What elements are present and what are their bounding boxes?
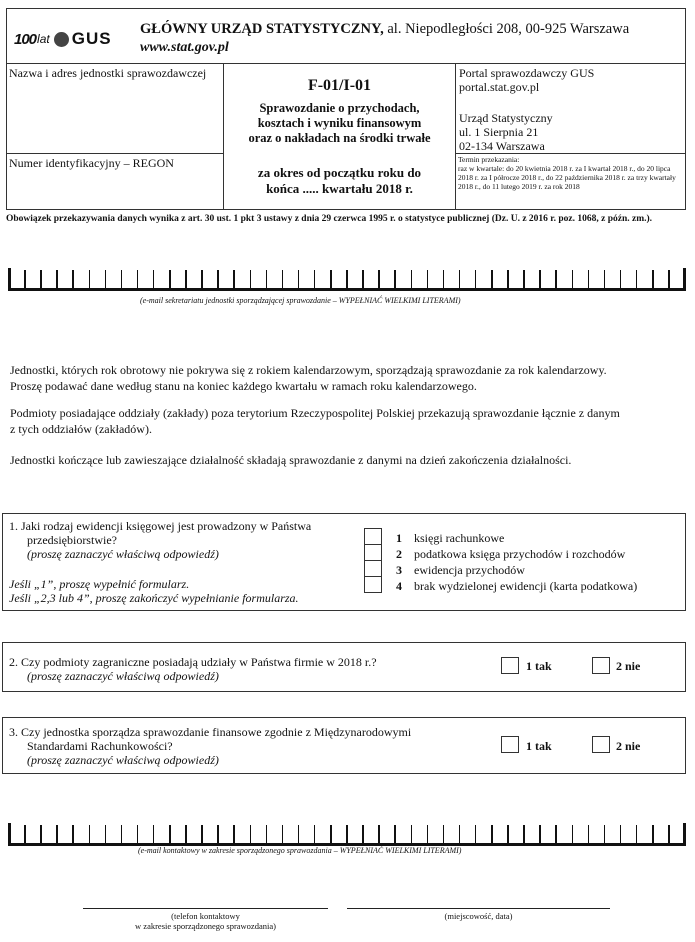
deadline-title: Termin przekazania: — [458, 155, 520, 164]
q1-option-2-checkbox[interactable] — [364, 544, 382, 561]
ruler-tick — [330, 270, 332, 290]
ruler-tick — [121, 825, 123, 845]
ruler-tick — [475, 270, 477, 290]
form-description-line: kosztach i wyniku finansowym — [257, 116, 422, 130]
office-title-bold: GŁÓWNY URZĄD STATYSTYCZNY, — [140, 21, 384, 37]
q2-no-checkbox[interactable] — [592, 657, 610, 674]
option-number: 4 — [396, 579, 402, 593]
phone-caption-line: w zakresie sporządzonego sprawozdania) — [135, 921, 276, 931]
logo-text: GUS — [71, 29, 112, 48]
ruler-tick — [137, 270, 139, 290]
ruler-tick — [427, 270, 429, 290]
ruler-tick — [362, 825, 364, 845]
ruler-tick — [233, 825, 235, 845]
ruler-tick — [346, 825, 348, 845]
question-3-line: 3. Czy jednostka sporządza sprawozdanie finansowe zgodnie z Międzynarodowymi — [9, 725, 412, 739]
ruler-tick — [105, 825, 107, 845]
form-period-line[interactable]: końca ..... kwartału 2018 r. — [266, 181, 413, 196]
ruler-tick — [588, 270, 590, 290]
portal-info — [459, 66, 594, 94]
ruler-tick — [378, 270, 380, 290]
ruler-tick — [507, 825, 509, 845]
ruler-tick — [298, 270, 300, 290]
question-2-text: 2. Czy podmioty zagraniczne posiadają udziały w Państwa firmie w 2018 r.? — [9, 655, 377, 669]
ruler-tick — [523, 825, 525, 845]
question-1-line: 1. Jaki rodzaj ewidencji księgowej jest prowadzony w Państwa — [9, 519, 312, 533]
ruler-tick — [378, 825, 380, 845]
website-link[interactable]: www.stat.gov.pl — [140, 40, 229, 55]
question-1-note — [9, 577, 299, 605]
ruler-tick — [491, 270, 493, 290]
option-number: 1 — [396, 531, 402, 545]
instruction-line: Jednostki kończące lub zawieszające działalność składają sprawozdanie z danymi na dzień zakończenia działalności. — [10, 453, 572, 467]
ruler-tick — [56, 270, 58, 290]
ruler-tick — [137, 825, 139, 845]
ruler-tick — [411, 825, 413, 845]
phone-caption — [83, 911, 328, 931]
ruler-tick — [201, 825, 203, 845]
ruler-tick — [153, 270, 155, 290]
office-line: Urząd Statystyczny — [459, 111, 553, 125]
ruler-tick — [250, 825, 252, 845]
ruler-tick — [89, 270, 91, 290]
ruler-tick — [185, 825, 187, 845]
ruler-tick — [330, 825, 332, 845]
form-period — [224, 165, 455, 197]
form-code: F-01/I-01 — [307, 77, 372, 94]
instruction-paragraph — [10, 362, 690, 394]
table-divider — [455, 153, 686, 154]
q3-no-checkbox[interactable] — [592, 736, 610, 753]
question-2-hint: (proszę zaznaczyć właściwą odpowiedź) — [27, 669, 219, 683]
email-contact-caption: (e-mail kontaktowy w zakresie sporządzonego sprawozdania – WYPEŁNIAĆ WIELKIMI LITERAMI) — [138, 846, 462, 855]
ruler-tick — [652, 270, 654, 290]
office-line: ul. 1 Sierpnia 21 — [459, 125, 539, 139]
q1-option-1 — [396, 530, 637, 546]
logo-number: 100 — [14, 30, 37, 48]
ruler-tick — [652, 825, 654, 845]
office-address: al. Niepodległości 208, 00-925 Warszawa — [383, 21, 630, 37]
ruler-tick — [298, 825, 300, 845]
ruler-tick — [24, 270, 26, 290]
ruler-tick — [683, 268, 686, 290]
office-title — [140, 21, 629, 38]
ruler-tick — [40, 825, 42, 845]
name-address-field[interactable]: Nazwa i adres jednostki sprawozdawczej — [9, 66, 207, 80]
ruler-tick — [411, 270, 413, 290]
table-divider — [455, 63, 456, 210]
ruler-tick — [588, 825, 590, 845]
office-address-block — [459, 111, 553, 153]
ruler-tick — [459, 825, 461, 845]
ruler-tick — [266, 270, 268, 290]
gus-logo — [14, 28, 112, 50]
ruler-tick — [443, 825, 445, 845]
ruler-tick — [604, 270, 606, 290]
email-secretariat-input[interactable] — [0, 268, 695, 292]
ruler-tick — [40, 270, 42, 290]
question-1-line: przedsiębiorstwie? — [27, 533, 117, 547]
q2-yes-checkbox[interactable] — [501, 657, 519, 674]
deadline-text: raz w kwartale: do 20 kwietnia 2018 r. za I kwartał 2018 r., do 20 lipca 2018 r. za I półrocze 2018 r., do 22 października 2018 r. za trzy kwartały 2018 r., do 11 lutego 2019 r. za rok 2018 — [458, 164, 676, 191]
ruler-tick — [683, 823, 686, 845]
phone-input-line[interactable] — [83, 908, 328, 909]
instruction-line: Proszę podawać dane według stanu na koniec każdego kwartału w ramach roku kalendarzowego. — [10, 379, 477, 393]
option-label: brak wydzielonej ewidencji (karta podatkowa) — [414, 579, 638, 593]
option-number: 3 — [396, 563, 402, 577]
form-description — [224, 101, 455, 146]
ruler-tick — [604, 825, 606, 845]
q3-yes-label: 1 tak — [526, 739, 552, 753]
ruler-tick — [555, 825, 557, 845]
ruler-tick — [572, 270, 574, 290]
q1-option-3 — [396, 562, 637, 578]
q2-no-label: 2 nie — [616, 659, 641, 673]
ruler-tick — [282, 825, 284, 845]
email-secretariat-caption: (e-mail sekretariatu jednostki sporządzającej sprawozdanie – WYPEŁNIAĆ WIELKIMI LITERAMI) — [140, 296, 461, 305]
logo-suffix: lat — [37, 32, 50, 46]
ruler-tick — [346, 270, 348, 290]
ruler-tick — [491, 825, 493, 845]
instruction-paragraph — [10, 452, 690, 468]
question-1-note-line: Jeśli „2,3 lub 4”, proszę zakończyć wypełnianie formularza. — [9, 591, 299, 605]
option-number: 2 — [396, 547, 402, 561]
question-1-options — [364, 528, 382, 593]
ruler-tick — [105, 270, 107, 290]
ruler-tick — [394, 825, 396, 845]
ruler-tick — [121, 270, 123, 290]
email-contact-input[interactable] — [0, 823, 695, 847]
instruction-line: Jednostki, których rok obrotowy nie pokrywa się z rokiem kalendarzowym, sporządzają sprawozdanie za rok kalendarzowy. — [10, 363, 607, 377]
instruction-line: z tych oddziałów (zakładów). — [10, 422, 152, 436]
ruler-tick — [217, 270, 219, 290]
question-1-text — [9, 519, 311, 547]
office-line: 02-134 Warszawa — [459, 139, 545, 153]
ruler-tick — [668, 270, 670, 290]
phone-caption-line: (telefon kontaktowy — [171, 911, 240, 921]
ruler-tick — [56, 825, 58, 845]
ruler-tick — [8, 268, 11, 290]
ruler-tick — [539, 825, 541, 845]
ruler-tick — [555, 270, 557, 290]
q1-option-4-checkbox[interactable] — [364, 576, 382, 593]
ruler-tick — [539, 270, 541, 290]
ruler-tick — [169, 270, 171, 290]
ruler-tick — [394, 270, 396, 290]
ruler-tick — [266, 825, 268, 845]
ruler-tick — [282, 270, 284, 290]
form-description-line: Sprawozdanie o przychodach, — [259, 101, 420, 115]
ruler-tick — [185, 270, 187, 290]
ruler-tick — [507, 270, 509, 290]
ruler-tick — [459, 270, 461, 290]
question-1-note-line: Jeśli „1”, proszę wypełnić formularz. — [9, 577, 190, 591]
form-description-line: oraz o nakładach na środki trwałe — [248, 131, 431, 145]
q1-option-2 — [396, 546, 637, 562]
ruler-tick — [72, 270, 74, 290]
option-label: księgi rachunkowe — [414, 531, 505, 545]
ruler-tick — [475, 825, 477, 845]
question-3-text — [9, 725, 411, 753]
option-label: podatkowa księga przychodów i rozchodów — [414, 547, 626, 561]
ruler-tick — [636, 270, 638, 290]
q2-yes-label: 1 tak — [526, 659, 552, 673]
q1-option-4 — [396, 578, 637, 594]
ruler-tick — [427, 825, 429, 845]
q1-option-3-checkbox[interactable] — [364, 560, 382, 577]
ruler-tick — [233, 270, 235, 290]
q3-yes-checkbox[interactable] — [501, 736, 519, 753]
portal-url[interactable]: portal.stat.gov.pl — [459, 80, 540, 94]
place-date-input-line[interactable] — [347, 908, 610, 909]
ruler-tick — [250, 270, 252, 290]
ruler-tick — [24, 825, 26, 845]
regon-field[interactable]: Numer identyfikacyjny – REGON — [9, 156, 174, 170]
ruler-tick — [217, 825, 219, 845]
ruler-tick — [443, 270, 445, 290]
ruler-tick — [314, 825, 316, 845]
ruler-tick — [362, 270, 364, 290]
ruler-tick — [201, 270, 203, 290]
ruler-tick — [668, 825, 670, 845]
portal-name: Portal sprawozdawczy GUS — [459, 66, 595, 80]
ruler-tick — [620, 270, 622, 290]
ruler-tick — [89, 825, 91, 845]
question-3-hint: (proszę zaznaczyć właściwą odpowiedź) — [27, 753, 219, 767]
question-1-option-labels — [396, 530, 637, 594]
option-label: ewidencja przychodów — [414, 563, 525, 577]
place-date-caption: (miejscowość, data) — [444, 911, 513, 921]
instruction-line: Podmioty posiadające oddziały (zakłady) poza terytorium Rzeczypospolitej Polskiej przekazują sprawozdanie łącznie z danym — [10, 406, 620, 420]
form-period-line: za okres od początku roku do — [257, 165, 422, 180]
deadline-info — [458, 155, 684, 191]
ruler-tick — [72, 825, 74, 845]
logo-circle-icon — [54, 32, 69, 47]
ruler-tick — [8, 823, 11, 845]
q3-no-label: 2 nie — [616, 739, 641, 753]
ruler-tick — [523, 270, 525, 290]
ruler-tick — [153, 825, 155, 845]
table-divider — [6, 153, 224, 154]
ruler-tick — [572, 825, 574, 845]
q1-option-1-checkbox[interactable] — [364, 528, 382, 545]
ruler-tick — [620, 825, 622, 845]
question-3-line: Standardami Rachunkowości? — [27, 739, 173, 753]
question-1-hint: (proszę zaznaczyć właściwą odpowiedź) — [27, 547, 219, 561]
ruler-tick — [314, 270, 316, 290]
instruction-paragraph — [10, 405, 690, 437]
ruler-tick — [169, 825, 171, 845]
ruler-tick — [636, 825, 638, 845]
legal-basis: Obowiązek przekazywania danych wynika z art. 30 ust. 1 pkt 3 ustawy z dnia 29 czerwca 1995 r. o statystyce publicznej (Dz. U. z 2016 r. poz. 1068, z późn. zm.). — [6, 214, 653, 224]
